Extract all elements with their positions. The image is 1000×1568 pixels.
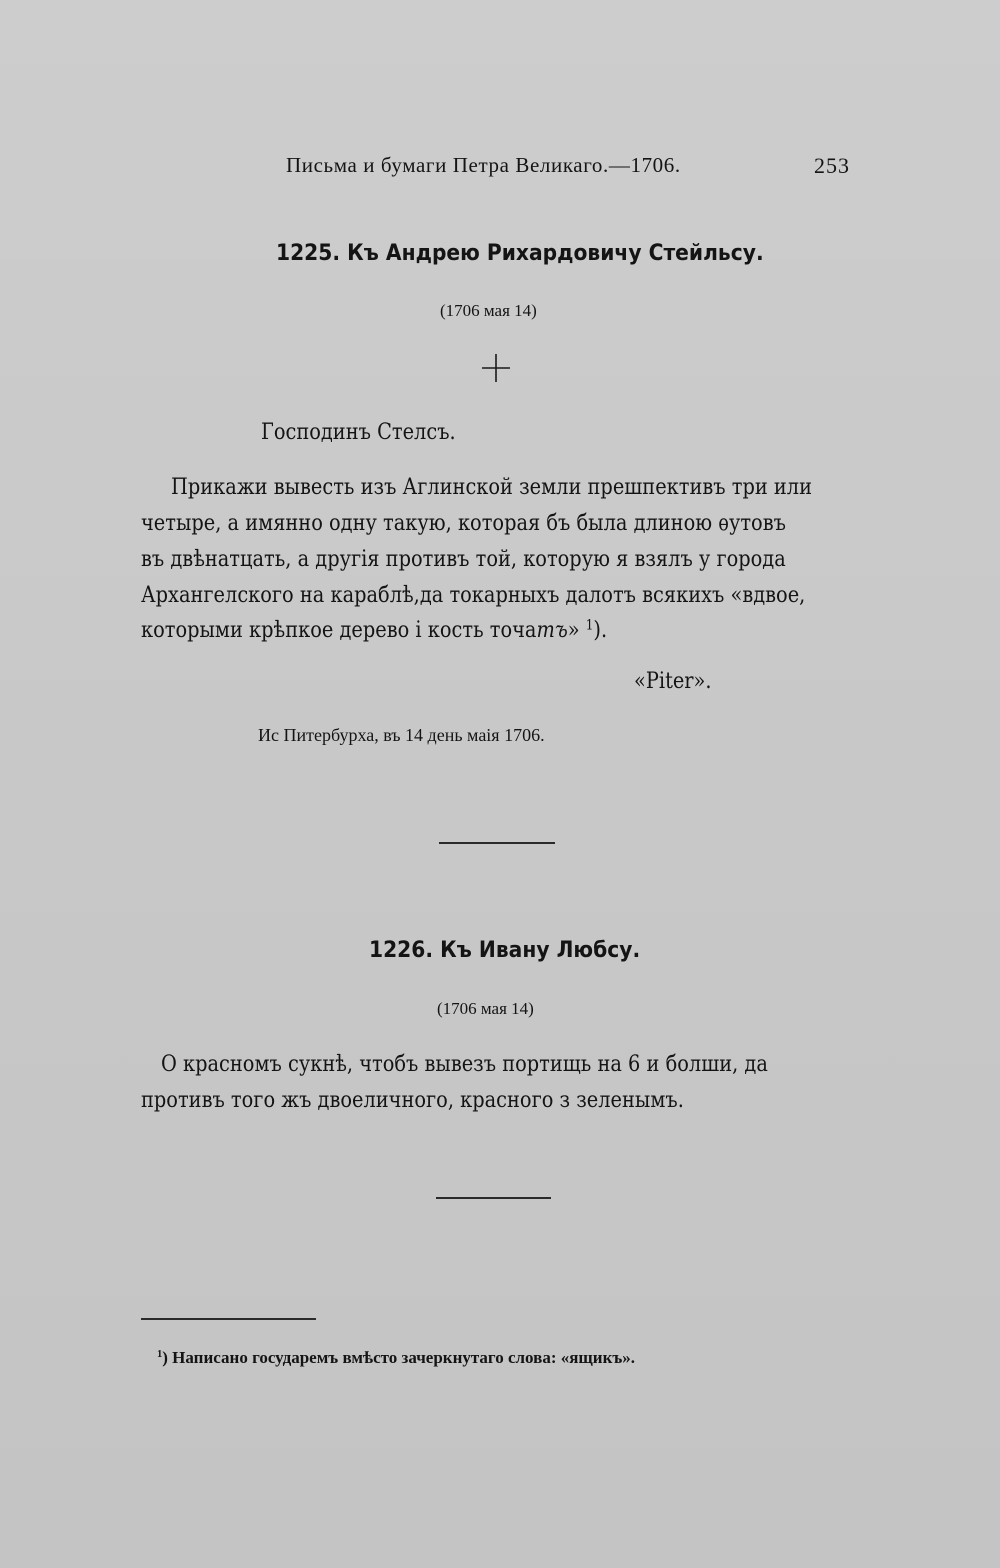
letter-line-last xyxy=(141,618,607,643)
salutation: Господинъ Стелсъ. xyxy=(261,420,456,445)
signature: «Piter». xyxy=(634,669,712,694)
footnote-text: ) Написано государемъ вмѣсто зачеркнутаго слова: «ящикъ». xyxy=(162,1348,636,1367)
footnote-ref: 1 xyxy=(585,617,594,634)
section-divider xyxy=(439,842,555,844)
footnote-marker: 1 xyxy=(157,1349,163,1361)
place-date: Ис Питербурха, въ 14 день маія 1706. xyxy=(258,725,545,745)
last-line-italic: тъ xyxy=(536,618,568,643)
letter-line: Архангелского на караблѣ,да токарныхъ далотъ всякихъ «вдвое, xyxy=(141,583,806,608)
letter-title: 1226. Къ Ивану Любсу. xyxy=(369,937,641,963)
letter-line: противъ того жъ двоеличного, красного з зеленымъ. xyxy=(141,1088,684,1113)
section-divider xyxy=(436,1197,551,1199)
page-number: 253 xyxy=(814,153,850,178)
last-line-close: ). xyxy=(593,618,608,643)
running-head: Письма и бумаги Петра Великаго.—1706. xyxy=(286,153,681,177)
last-line-text: которыми крѣпкое дерево і кость точа xyxy=(141,618,537,643)
letter-date: (1706 мая 14) xyxy=(440,301,537,320)
letter-date: (1706 мая 14) xyxy=(437,999,534,1018)
letter-line: О красномъ сукнѣ, чтобъ вывезъ портищь на 6 и болши, да xyxy=(161,1052,768,1077)
last-line-end: » xyxy=(567,618,580,643)
footnote-rule xyxy=(141,1318,316,1320)
letter-line: Прикажи вывесть изъ Аглинской земли прешпективъ три или xyxy=(171,475,812,500)
letter-title: 1225. Къ Андрею Рихардовичу Стейльсу. xyxy=(276,240,764,266)
footnote xyxy=(157,1348,635,1368)
letter-line: четыре, а имянно одну такую, которая бъ была длиною ѳутовъ xyxy=(141,511,786,536)
cross-icon xyxy=(480,352,512,384)
letter-line: въ двѣнатцать, а другія противъ той, которую я взялъ у города xyxy=(141,547,786,572)
